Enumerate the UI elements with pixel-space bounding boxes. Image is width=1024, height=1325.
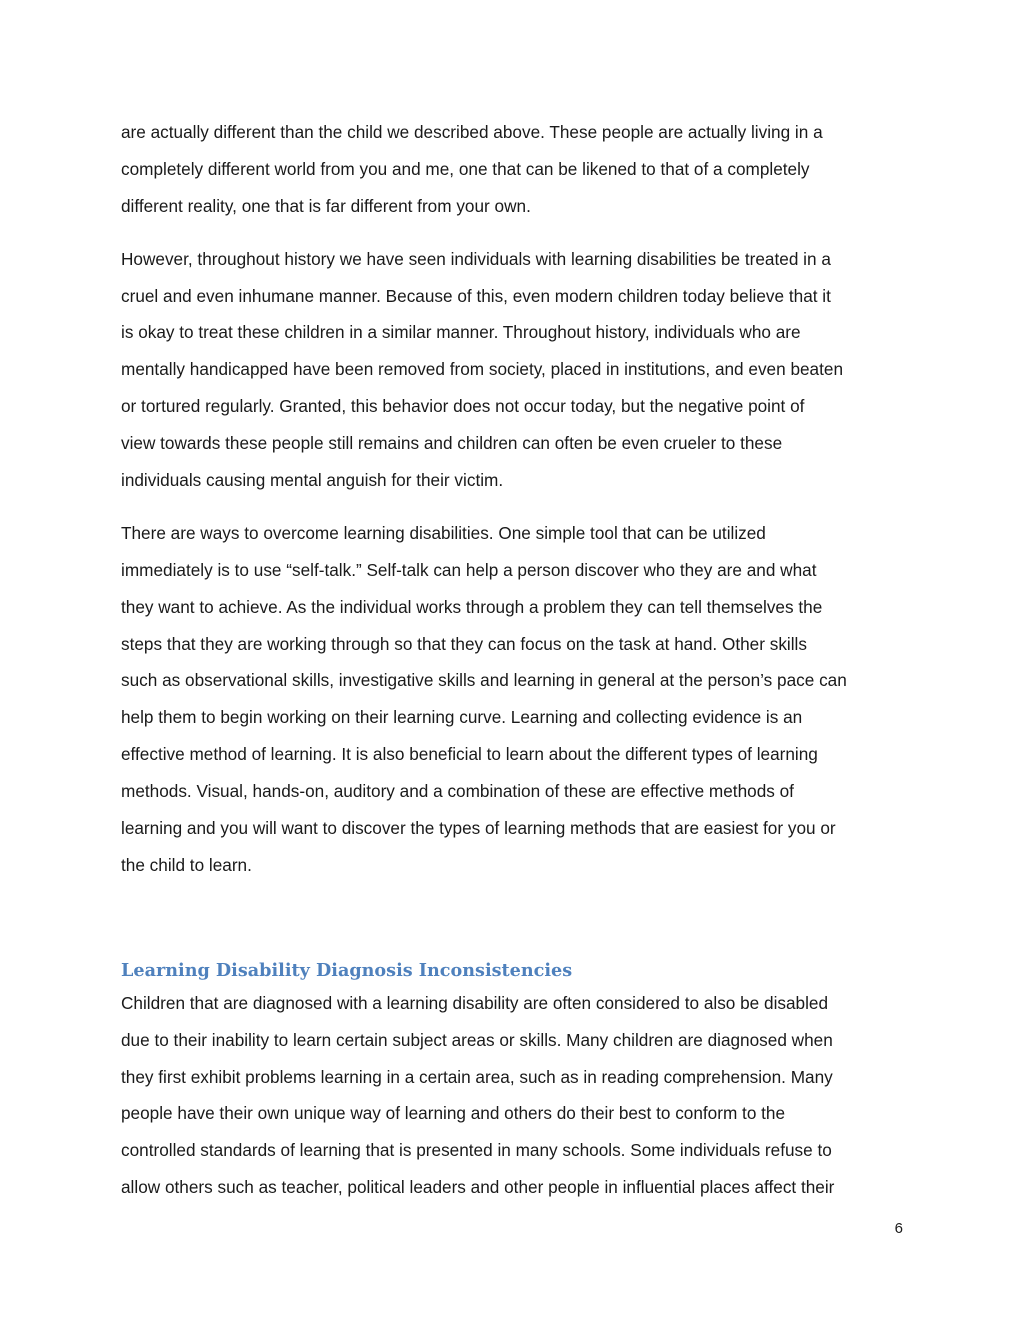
text-line: individuals causing mental anguish for their victim. xyxy=(121,470,504,491)
text-line: are actually different than the child we described above. These people are actually living in a xyxy=(121,122,823,142)
paragraph-3 xyxy=(121,515,907,884)
paragraph-2 xyxy=(121,241,907,499)
text-line: completely different world from you and me, one that can be likened to that of a completely xyxy=(121,158,810,179)
paragraph-1 xyxy=(121,114,907,225)
text-line: methods. Visual, hands-on, auditory and a combination of these are effective methods of xyxy=(121,781,794,802)
text-line: they first exhibit problems learning in a certain area, such as in reading comprehension. Many xyxy=(121,1066,833,1087)
text-line: immediately is to use “self-talk.” Self-talk can help a person discover who they are and what xyxy=(121,559,817,580)
text-line: However, throughout history we have seen individuals with learning disabilities be treated in a xyxy=(121,248,831,269)
text-line: learning and you will want to discover the types of learning methods that are easiest for you or xyxy=(121,818,836,839)
text-line: they want to achieve. As the individual works through a problem they can tell themselves the xyxy=(121,596,823,617)
section-paragraph xyxy=(121,985,907,1206)
text-line: people have their own unique way of learning and others do their best to conform to the xyxy=(121,1103,786,1124)
text-line: cruel and even inhumane manner. Because of this, even modern children today believe that it xyxy=(121,285,831,306)
text-line: view towards these people still remains and children can often be even crueler to these xyxy=(121,433,783,454)
section-heading: Learning Disability Diagnosis Inconsistencies xyxy=(121,959,573,981)
text-line: due to their inability to learn certain subject areas or skills. Many children are diagnosed when xyxy=(121,1029,833,1050)
text-line: different reality, one that is far different from your own. xyxy=(121,195,531,216)
text-line: is okay to treat these children in a similar manner. Throughout history, individuals who are xyxy=(121,322,801,343)
text-line: allow others such as teacher, political leaders and other people in influential places affect their xyxy=(121,1177,835,1198)
text-line: There are ways to overcome learning disabilities. One simple tool that can be utilized xyxy=(121,522,766,543)
text-line: effective method of learning. It is also beneficial to learn about the different types of learning xyxy=(121,744,818,765)
page-body xyxy=(121,114,907,1206)
section-spacer xyxy=(121,900,907,957)
text-line: Children that are diagnosed with a learning disability are often considered to also be disabled xyxy=(121,992,829,1013)
text-line: mentally handicapped have been removed from society, placed in institutions, and even beaten xyxy=(121,359,844,380)
page-number: 6 xyxy=(894,1220,903,1237)
text-line: or tortured regularly. Granted, this behavior does not occur today, but the negative point of xyxy=(121,396,805,417)
text-line: such as observational skills, investigative skills and learning in general at the person’s pace can xyxy=(121,670,847,691)
text-line: steps that they are working through so that they can focus on the task at hand. Other skills xyxy=(121,633,807,654)
text-line: controlled standards of learning that is presented in many schools. Some individuals refuse to xyxy=(121,1140,832,1161)
text-line: help them to begin working on their learning curve. Learning and collecting evidence is an xyxy=(121,707,803,728)
text-line: the child to learn. xyxy=(121,854,252,875)
